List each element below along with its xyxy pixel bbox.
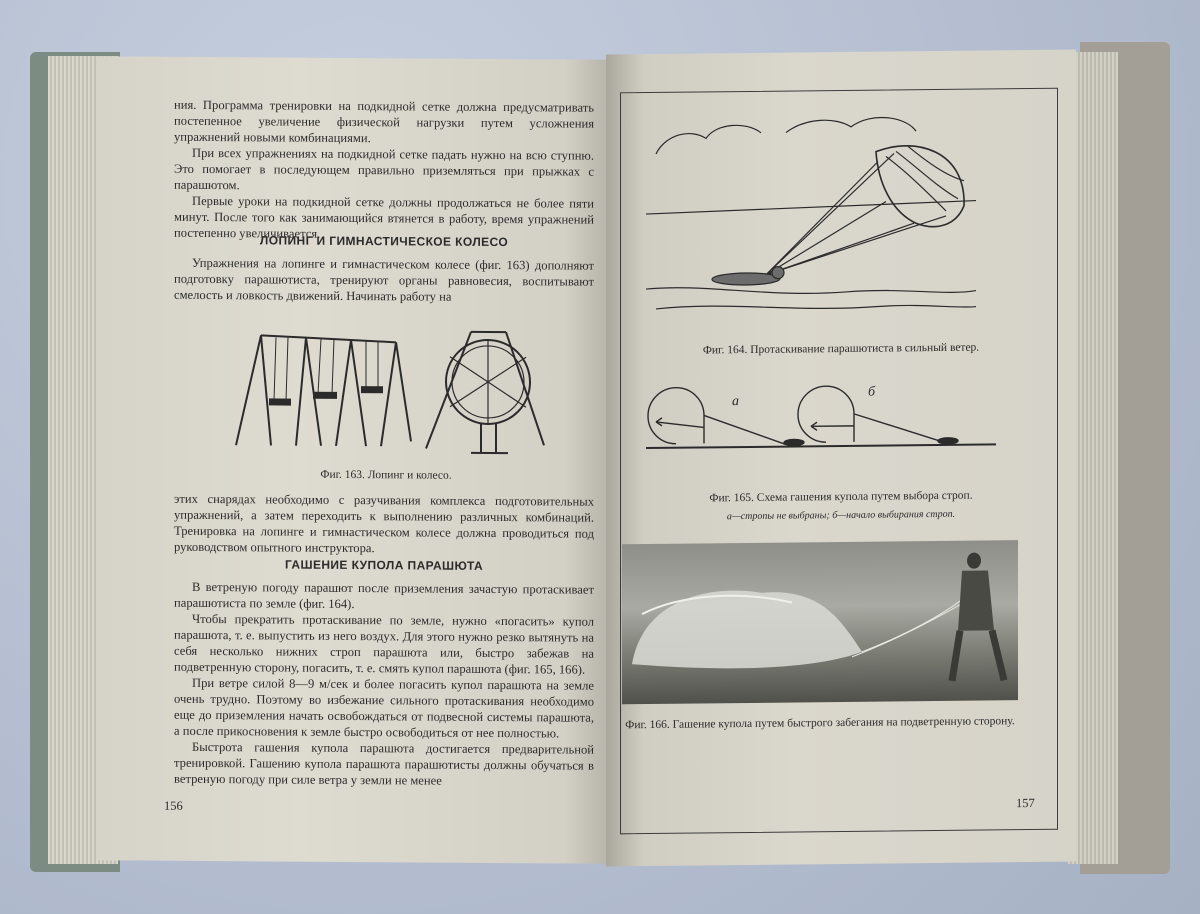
left-page [96,56,606,864]
paragraph: Первые уроки на подкидной сетке должны продолжаться не более пяти минут. После того как занимающийся втянется в работу, время упражнений постепенно увеличивается. [174,193,594,241]
paragraph: При ветре силой 8—9 м/сек и более погасить купол парашюта на земле очень трудно. Поэтому во избежание сильного протаскивания необходимо еще до приземления начать освобождаться от подвесной системы парашюта, а после прикосновения к земле быстро освободиться от нее полностью. [174,675,594,741]
after-figure-text-block [174,491,594,558]
figure-163-caption: Фиг. 163. Лопинг и колесо. [320,468,452,482]
paragraph: этих снарядах необходимо с разучивания комплекса подготовительных упражнений, а затем переходить к выполнению различных комбинаций. Тренировка на лопинге и гимнастическом колесе должна проводиться под руководством опытного инструктора. [174,491,594,556]
loping-text-block [174,255,594,306]
figure-165-label-b: б [868,384,876,400]
section-heading-loping: ЛОПИНГ И ГИМНАСТИЧЕСКОЕ КОЛЕСО [259,233,509,250]
figure-164-illustration [646,111,976,324]
right-page [606,50,1076,867]
paragraph: Чтобы прекратить протаскивание по земле, нужно «погасить» купол парашюта, т. е. выпустить из него воздух. Для этого нужно резко вытянуть на себя несколько нижних строп парашюта или, быстро забежав на подветренную сторону, погасить, т. е. смять купол парашюта (фиг. 165, 166). [174,611,594,677]
bottom-text-block [174,579,594,790]
top-text-block [174,97,594,244]
figure-165-diagram [646,380,996,464]
page-number-right: 157 [1016,795,1035,811]
figure-164-caption: Фиг. 164. Протаскивание парашютиста в сильный ветер. [702,341,980,357]
paragraph: ния. Программа тренировки на подкидной сетке должна предусматривать постепенное увеличение физической нагрузки путем усложнения упражнений новыми комбинациями. [174,97,594,146]
figure-165-subcaption: а—стропы не выбраны; б—начало выбирания строп. [726,508,956,523]
paragraph: В ветреную погоду парашют после приземления зачастую протаскивает парашютиста по земле (фиг. 164). [174,579,594,612]
page-number-left: 156 [164,798,183,813]
paragraph: Упражнения на лопинге и гимнастическом колесе (фиг. 163) дополняют подготовку парашютиста, тренируют органы равновесия, воспитывают смелость и ловкость движений. Начинать работу на [174,255,594,304]
figure-165-label-a: а [732,394,739,410]
figure-165-caption: Фиг. 165. Схема гашения купола путем выбора строп. [709,489,973,505]
paragraph: Быстрота гашения купола парашюта достигается предварительной тренировкой. Гашению купола парашюта парашютисты должны обучаться в ветреную погоду при силе ветра у земли не менее [174,739,594,788]
section-heading-collapse: ГАШЕНИЕ КУПОЛА ПАРАШЮТА [284,557,484,573]
figure-166-photo [622,540,1018,704]
figure-166-caption: Фиг. 166. Гашение купола путем быстрого забегания на подветренную сторону. [625,715,1015,732]
figure-163-illustration [226,325,546,457]
paragraph: При всех упражнениях на подкидной сетке падать нужно на всю ступню. Это помогает в последующем правильно приземляться при прыжках с парашютом. [174,145,594,193]
